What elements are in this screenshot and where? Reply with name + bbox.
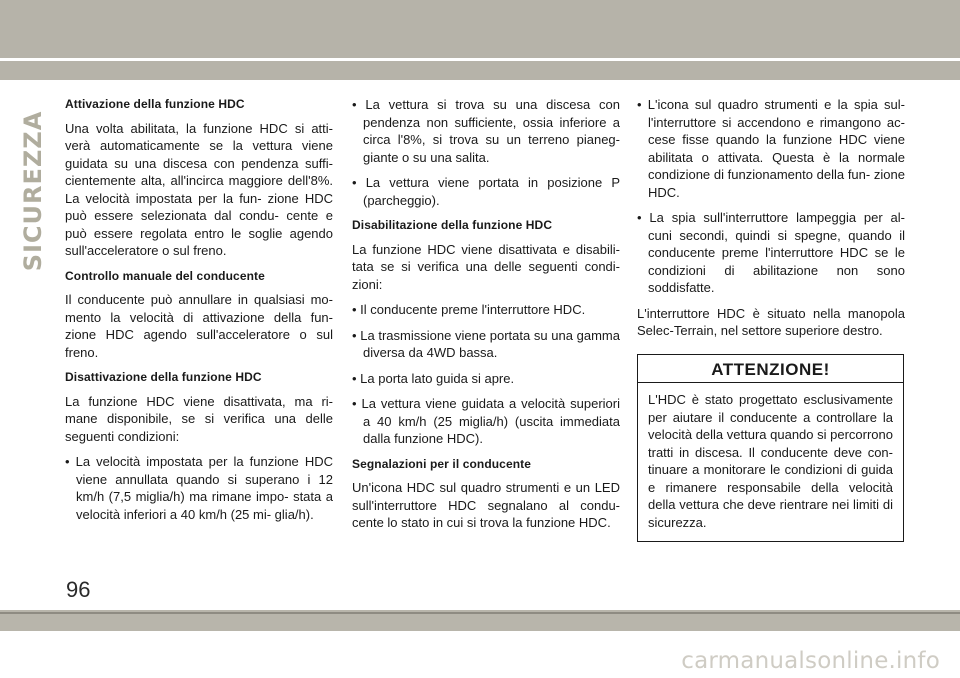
- paragraph: La funzione HDC viene disattivata e disabili- tata se si verifica una delle seguenti condi- zioni:: [352, 241, 620, 292]
- paragraph: Una volta abilitata, la funzione HDC si atti- verà automaticamente se la vettura viene guidata su una discesa con pendenza suffi- cientemente alta, all'incirca maggiore dell'8%. La velocità impostata per la fun- zione HDC può essere selezionata dal condu- cente e può essere regolata entro le soglie agendo sull'acceleratore o sul freno.: [65, 120, 333, 258]
- watermark: carmanualsonline.info: [681, 648, 940, 674]
- section-side-tab: [18, 100, 48, 282]
- paragraph: La funzione HDC viene disattivata, ma ri- mane disponibile, se si verifica una delle seguenti condizioni:: [65, 393, 333, 444]
- footer-rule: [0, 612, 960, 614]
- column-right: [637, 96, 905, 542]
- heading-manual-control: Controllo manuale del conducente: [65, 268, 265, 283]
- bullet-item: • La vettura viene portata in posizione P (parcheggio).: [352, 175, 620, 208]
- heading-hdc-deactivation: Disattivazione della funzione HDC: [65, 370, 262, 384]
- warning-box: [637, 354, 904, 543]
- paragraph: L'interruttore HDC è situato nella manopola Selec-Terrain, nel settore superiore destro.: [637, 305, 905, 338]
- bullet-item: • L'icona sul quadro strumenti e la spia sul- l'interruttore si accendono e rimangono ac- cese fisse quando la funzione HDC viene abilitata o attivata. Questa è la normale condizione di funzionamento della fun- zione HDC.: [637, 97, 905, 200]
- bullet-item: • La vettura si trova su una discesa con pendenza non sufficiente, ossia inferiore a circa l'8%, si trova su un terreno pianeg- giante o su una salita.: [352, 97, 620, 165]
- bullet-item: • Il conducente preme l'interruttore HDC.: [352, 302, 586, 317]
- bullet-item: • La porta lato guida si apre.: [352, 370, 515, 386]
- heading-hdc-disable: Disabilitazione della funzione HDC: [352, 218, 553, 232]
- header-band: [0, 0, 960, 80]
- bullet-item: • La trasmissione viene portata su una gamma diversa da 4WD bassa.: [352, 327, 620, 360]
- bullet-item: • La vettura viene guidata a velocità superiori a 40 km/h (25 miglia/h) (uscita immediata dalla funzione HDC).: [352, 396, 620, 446]
- warning-title: ATTENZIONE!: [638, 355, 903, 384]
- paragraph: Il conducente può annullare in qualsiasi mo- mento la velocità di attivazione della fun- zione HDC agendo sull'acceleratore o sul freno.: [65, 292, 333, 360]
- section-label: SICUREZZA: [19, 110, 47, 272]
- bullet-item: • La velocità impostata per la funzione HDC viene annullata quando si superano i 12 km/h (7,5 miglia/h) ma rimane impo- stata a velocità inferiori a 40 km/h (25 mi- glia/h).: [65, 454, 333, 522]
- heading-driver-signals: Segnalazioni per il conducente: [352, 456, 532, 471]
- column-left: [65, 96, 333, 531]
- footer-band: [0, 610, 960, 631]
- warning-body: L'HDC è stato progettato esclusivamente per aiutare il conducente a controllare la velocità della vettura quando si percorrono tratti in discesa. Il conducente deve con- tinuare a monitorare le condizioni di guida e rimanere responsabile della velocità della vettura che deve rientrare nei limiti di sicurezza.: [648, 392, 893, 530]
- header-rule: [0, 58, 960, 61]
- bullet-item: • La spia sull'interruttore lampeggia per al- cuni secondi, quindi si spegne, quando il conducente preme l'interruttore HDC se le condizioni di abilitazione non sono soddisfatte.: [637, 210, 905, 295]
- heading-hdc-activation: Attivazione della funzione HDC: [65, 97, 245, 111]
- column-middle: [352, 96, 620, 540]
- page-number: 96: [66, 577, 91, 602]
- paragraph: Un'icona HDC sul quadro strumenti e un LED sull'interruttore HDC segnalano al condu- cente lo stato in cui si trova la funzione HDC.: [352, 480, 620, 530]
